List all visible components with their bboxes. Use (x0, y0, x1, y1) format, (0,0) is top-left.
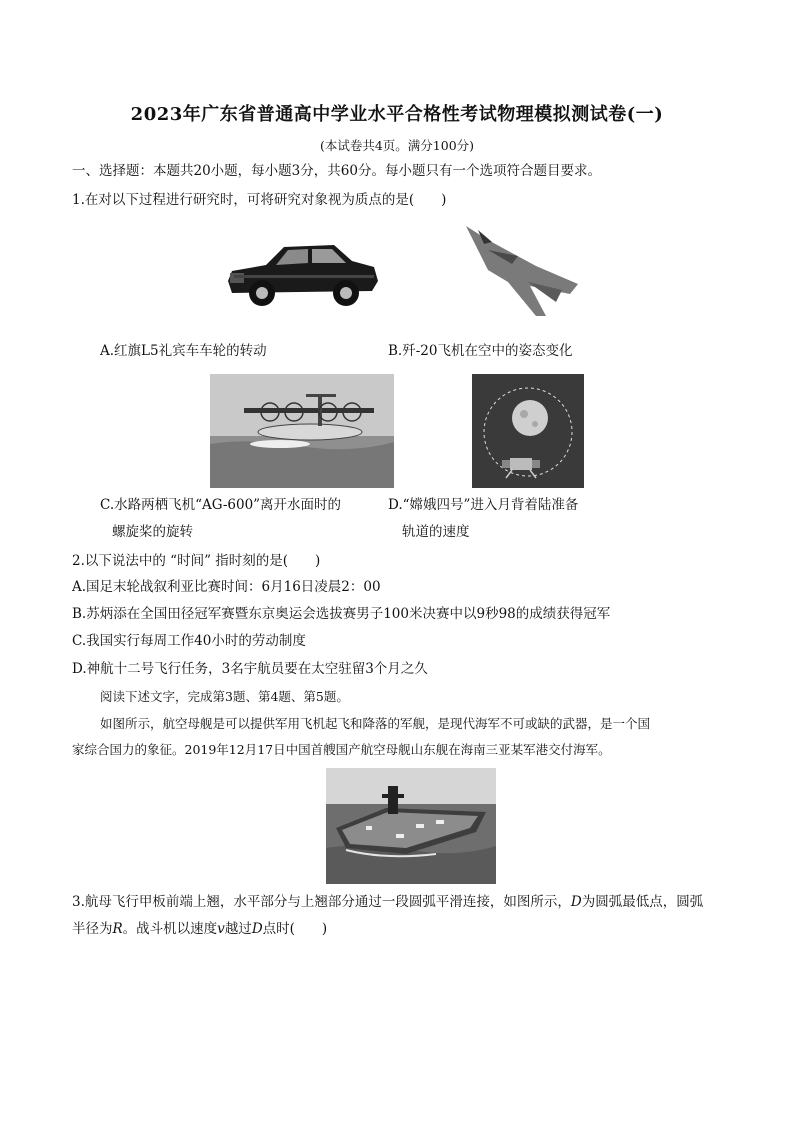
option-2b: B.苏炳添在全国田径冠军赛暨东京奥运会选拔赛男子100米决赛中以9秒98的成绩获得冠军 (72, 606, 611, 622)
option-1a: A.红旗L5礼宾车车轮的转动 (100, 343, 267, 359)
question-3-line1 (72, 893, 703, 911)
moon-lander-image (472, 374, 584, 488)
car-image (222, 225, 382, 317)
question-1-stem: 1.在对以下过程进行研究时，可将研究对象视为质点的是( ) (72, 192, 447, 208)
option-2a: A.国足末轮战叙利亚比赛时间：6月16日凌晨2：00 (72, 579, 381, 595)
option-1b: B.歼-20飞机在空中的姿态变化 (388, 343, 573, 359)
q3-line1-part1: 3.航母飞行甲板前端上翘，水平部分与上翘部分通过一段圆弧平滑连接，如图所示， (72, 894, 571, 910)
reading-paragraph-line2: 家综合国力的象征。2019年12月17日中国首艘国产航空母舰山东舰在海南三亚某军港交付海军。 (72, 742, 611, 757)
option-1c-line2: 螺旋桨的旋转 (112, 524, 193, 540)
seaplane-image (210, 374, 394, 488)
section-heading: 一、选择题：本题共20小题，每小题3分，共60分。每小题只有一个选项符合题目要求。 (72, 163, 601, 179)
jet-fighter-image (458, 220, 590, 320)
question-3-line2 (72, 920, 327, 938)
reading-intro: 阅读下述文字，完成第3题、第4题、第5题。 (100, 689, 349, 704)
option-1d-line1: D.“嫦娥四号”进入月背着陆准备 (388, 497, 579, 513)
q3-line1-part2: 为圆弧最低点，圆弧 (581, 894, 704, 910)
reading-paragraph-line1: 如图所示，航空母舰是可以提供军用飞机起飞和降落的军舰，是现代海军不可或缺的武器，是一个国 (100, 716, 651, 731)
option-2d: D.神航十二号飞行任务，3名宇航员要在太空驻留3个月之久 (72, 661, 428, 677)
question-2-stem: 2.以下说法中的 “时间” 指时刻的是( ) (72, 553, 321, 569)
q3-line2-part4: 点时( ) (262, 921, 328, 937)
page-subtitle: (本试卷共4页。满分100分) (319, 138, 475, 153)
q3-var-d: D (570, 894, 582, 910)
q3-var-v: v (217, 921, 225, 937)
q3-var-r: R (112, 921, 123, 937)
q3-line2-part1: 半径为 (72, 921, 113, 937)
q3-line2-part2: 。战斗机以速度 (122, 921, 218, 937)
aircraft-carrier-image (326, 768, 496, 884)
option-1c-line1: C.水路两栖飞机“AG-600”离开水面时的 (100, 497, 342, 513)
option-2c: C.我国实行每周工作40小时的劳动制度 (72, 633, 306, 649)
q3-line2-part3: 越过 (224, 921, 252, 937)
option-1d-line2: 轨道的速度 (402, 524, 470, 540)
q3-var-d2: D (251, 921, 263, 937)
page-title: 2023年广东省普通高中学业水平合格性考试物理模拟测试卷(一) (130, 104, 664, 125)
